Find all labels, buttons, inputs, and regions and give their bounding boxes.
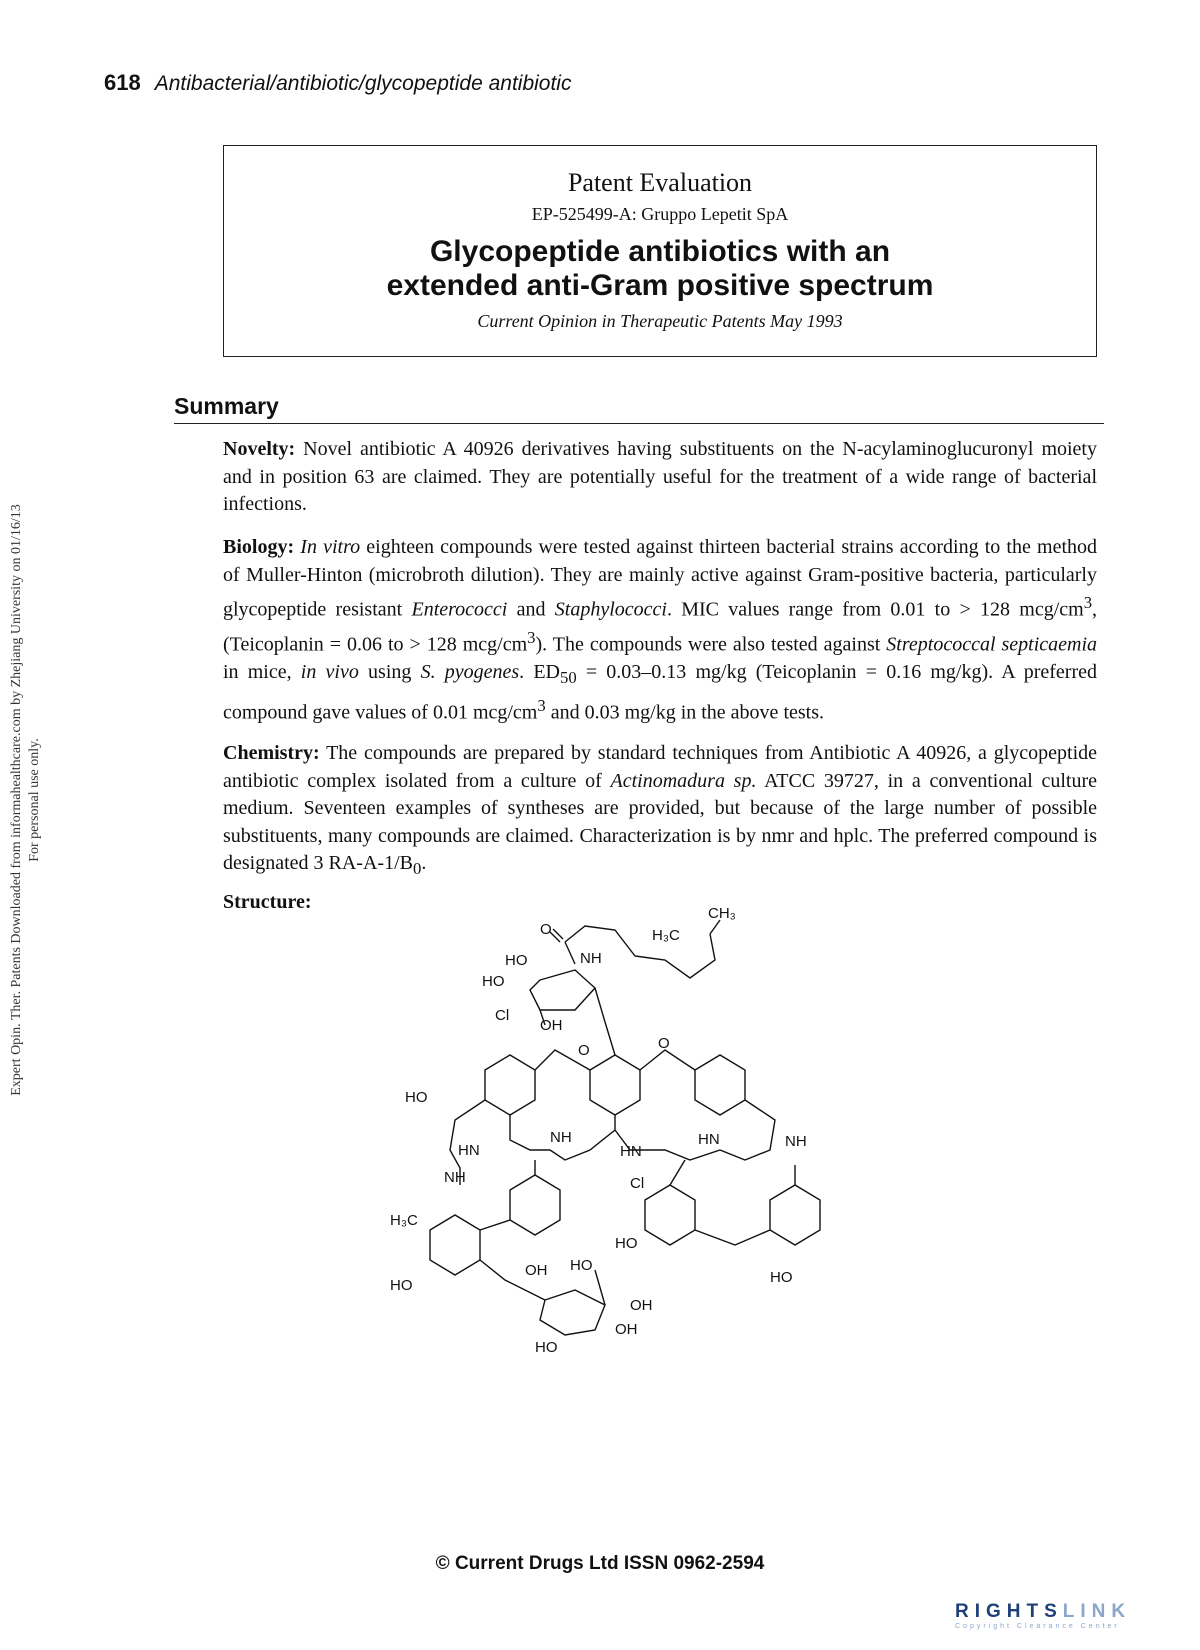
structure-atom-labels	[390, 905, 807, 1356]
article-title-line1: Glycopeptide antibiotics with an	[429, 235, 891, 268]
atom-label: O	[540, 921, 552, 938]
atom-label: HO	[405, 1089, 428, 1106]
novelty-paragraph	[223, 436, 1097, 519]
biology-text: using	[368, 661, 412, 684]
footer-copyright: © Current Drugs Ltd ISSN 0962-2594	[435, 1553, 765, 1574]
biology-term: Enterococci	[411, 598, 508, 621]
ring-aromatic	[770, 1185, 820, 1245]
evaluation-source: Current Opinion in Therapeutic Patents May 1993	[477, 311, 843, 331]
biology-paragraph	[223, 534, 1097, 727]
atom-label: HO	[505, 952, 528, 969]
article-title	[224, 235, 1096, 303]
subscript: 0	[412, 859, 422, 878]
biology-text: and	[516, 598, 546, 621]
atom-label: HO	[482, 973, 505, 990]
download-notice-line1: Expert Opin. Ther. Patents Downloaded from informahealthcare.com by Zhejiang University on 01/16/13	[9, 504, 24, 1096]
novelty-label: Novelty:	[223, 438, 296, 460]
novelty-text: Novel antibiotic A 40926 derivatives having substituents on the N-acylaminoglucuronyl moiety and in position 63 are claimed. They are potentially useful for the treatment of a wide range of bacterial infections.	[223, 438, 1097, 515]
biology-term: Staphylococci	[554, 598, 667, 621]
atom-label: OH	[540, 1017, 563, 1034]
bond-chain	[710, 920, 720, 934]
biology-text: . ED	[519, 661, 560, 684]
atom-label: O	[658, 1035, 670, 1052]
patent-evaluation-box	[223, 145, 1097, 357]
superscript: 3	[527, 628, 536, 648]
superscript: 3	[537, 695, 546, 715]
atom-label: HO	[570, 1257, 593, 1274]
biology-label: Biology:	[223, 536, 295, 558]
atom-label: OH	[615, 1321, 638, 1338]
chemistry-text: .	[421, 852, 427, 874]
atom-label: O	[578, 1042, 590, 1059]
atom-label: NH	[550, 1129, 572, 1146]
biology-text: = 0.03–0.13 mg/kg (Teicoplanin = 0.16 mg/kg). A preferred compound gave values of 0.01 mcg/cm	[223, 661, 1098, 724]
subscript: 50	[560, 668, 577, 688]
biology-term: S. pyogenes	[420, 661, 520, 684]
download-notice-line2: For personal use only.	[27, 738, 42, 862]
atom-label: HO	[535, 1339, 558, 1356]
patent-number: EP-525499-A: Gruppo Lepetit SpA	[531, 204, 789, 224]
superscript: 3	[1083, 593, 1093, 612]
bond-carbonyl	[550, 929, 563, 942]
atom-label: CH₃	[708, 905, 736, 922]
biology-term: in vivo	[300, 661, 359, 684]
atom-label: Cl	[630, 1175, 645, 1192]
section-title: Antibacterial/antibiotic/glycopeptide antibiotic	[154, 72, 572, 95]
biology-text: eighteen compounds were tested against thirteen bacterial strains according to the method of Muller-Hinton (microbroth dilution). They are mainly active against Gram-positive bacteria, particularly glycopeptide resistant	[223, 536, 1097, 621]
ring-aromatic	[645, 1185, 695, 1245]
biology-text: ). The compounds were also tested against	[535, 633, 881, 656]
biology-text: . MIC values range from 0.01 to > 128 mcg/cm	[666, 598, 1084, 621]
ring-aromatic	[590, 1055, 640, 1115]
atom-label: H₃C	[652, 927, 680, 944]
chemistry-text: ATCC 39727, in a conventional culture medium. Seventeen examples of syntheses are provided, but because of the large number of possible substituents, many compounds are claimed. Characterization is by nmr and hplc. The preferred compound is designated 3 RA-A-1/B	[223, 769, 1098, 874]
biology-text: in mice,	[223, 661, 292, 684]
rightslink-logo[interactable]	[955, 1601, 1175, 1630]
biology-term: Streptococcal septicaemia	[886, 633, 1098, 656]
biology-text: , (Teicoplanin = 0.06 to > 128 mcg/cm	[223, 598, 1098, 656]
ring-aromatic	[485, 1055, 535, 1115]
evaluation-heading: Patent Evaluation	[567, 168, 753, 197]
bond-chain	[565, 942, 575, 964]
brand-text: LINK	[1062, 1601, 1132, 1622]
bond-glycoside	[595, 988, 605, 1022]
bond-link	[480, 1160, 795, 1245]
running-head	[104, 70, 571, 96]
atom-label: HO	[390, 1277, 413, 1294]
atom-label: OH	[630, 1297, 653, 1314]
chemistry-label: Chemistry:	[223, 742, 320, 764]
atom-label: HO	[770, 1269, 793, 1286]
ring-aromatic	[430, 1215, 480, 1275]
atom-label: HN	[620, 1143, 642, 1160]
atom-label: NH	[444, 1169, 466, 1186]
chemistry-text: The compounds are prepared by standard techniques from Antibiotic A 40926, a glycopeptide antibiotic complex isolated from a culture of	[223, 742, 1098, 792]
download-notice	[8, 440, 44, 1160]
biology-term: In vitro	[300, 536, 361, 558]
brand-tagline: Copyright Clearance Center	[955, 1623, 1120, 1630]
atom-label: NH	[785, 1133, 807, 1150]
atom-label: HN	[698, 1131, 720, 1148]
atom-label: Cl	[495, 1007, 510, 1024]
ring-aromatic	[695, 1055, 745, 1115]
chemistry-paragraph	[223, 740, 1097, 883]
atom-label: HO	[615, 1235, 638, 1252]
chemical-structure-diagram	[390, 905, 890, 1440]
biology-text: and 0.03 mg/kg in the above tests.	[550, 701, 824, 724]
atom-label: HN	[458, 1142, 480, 1159]
chemistry-term: Actinomadura sp.	[610, 769, 757, 792]
ring-sugar	[530, 970, 595, 1010]
structure-label: Structure:	[223, 891, 312, 913]
summary-heading: Summary	[174, 393, 279, 419]
summary-divider	[174, 423, 1104, 424]
atom-label: OH	[525, 1262, 548, 1279]
brand-text: RIGHTS	[955, 1601, 1063, 1622]
article-title-line2: extended anti-Gram positive spectrum	[386, 269, 934, 302]
atom-label: NH	[580, 950, 602, 967]
ring-sugar	[540, 1290, 605, 1335]
atom-label: H₃C	[390, 1212, 418, 1229]
ring-aromatic	[510, 1175, 560, 1235]
page-number: 618	[104, 70, 141, 95]
